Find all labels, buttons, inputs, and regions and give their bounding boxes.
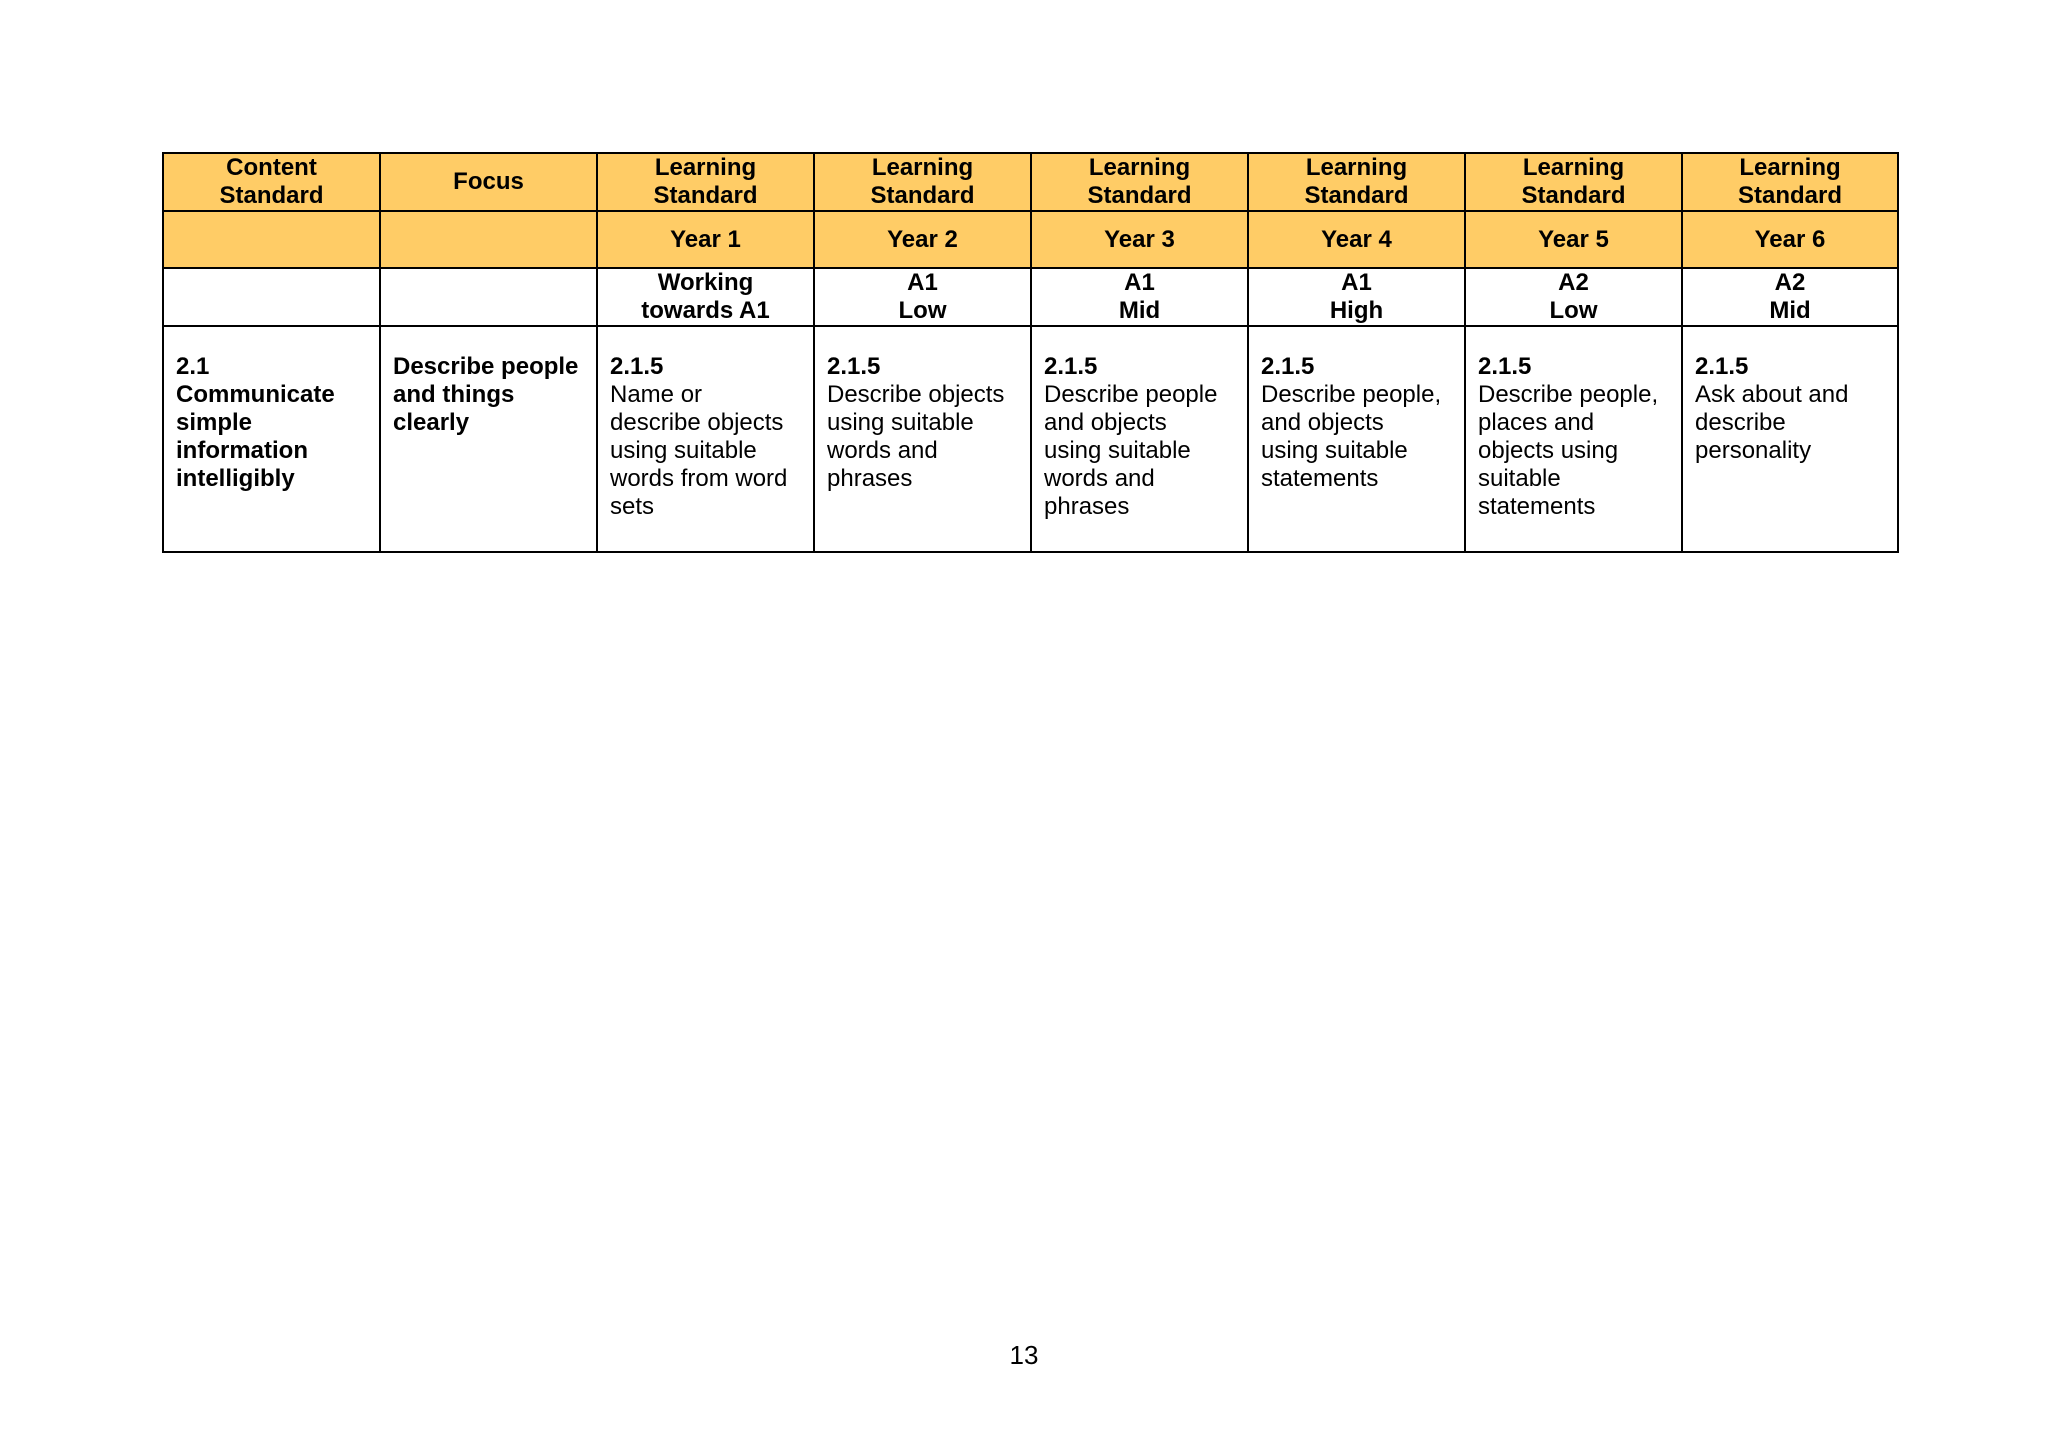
standard-text: Describe objects using suitable words and phrases — [827, 381, 1005, 492]
standard-code: 2.1.5 — [610, 353, 664, 380]
focus-cell: Describe people and things clearly — [380, 326, 597, 552]
header-focus: Focus — [380, 153, 597, 211]
page-number: 13 — [1009, 1340, 1039, 1370]
standard-cell-year-5 — [1465, 326, 1682, 552]
header-row-learning-standard — [163, 153, 1898, 211]
level-year-5: A2 Low — [1465, 268, 1682, 326]
standard-text: Ask about and describe personality — [1695, 381, 1849, 464]
header-learning-standard-6: Learning Standard — [1682, 153, 1898, 211]
header-learning-standard-1: Learning Standard — [597, 153, 814, 211]
header-year-blank-2 — [380, 211, 597, 268]
header-row-year — [163, 211, 1898, 268]
standard-code: 2.1.5 — [1695, 353, 1749, 380]
level-year-4: A1 High — [1248, 268, 1465, 326]
header-content-standard: Content Standard — [163, 153, 380, 211]
content-standard-cell: 2.1 Communicate simple information intelligibly — [163, 326, 380, 552]
standard-cell-year-6 — [1682, 326, 1898, 552]
header-learning-standard-5: Learning Standard — [1465, 153, 1682, 211]
level-blank-2 — [380, 268, 597, 326]
header-year-5: Year 5 — [1465, 211, 1682, 268]
level-year-1: Working towards A1 — [597, 268, 814, 326]
standard-cell-year-4 — [1248, 326, 1465, 552]
standard-text: Describe people, places and objects using suitable statements — [1478, 381, 1659, 520]
header-learning-standard-2: Learning Standard — [814, 153, 1031, 211]
learning-standards-table — [162, 152, 1899, 553]
standard-text: Name or describe objects using suitable words from word sets — [610, 381, 788, 520]
header-learning-standard-4: Learning Standard — [1248, 153, 1465, 211]
header-year-1: Year 1 — [597, 211, 814, 268]
standard-code: 2.1.5 — [1478, 353, 1532, 380]
standard-text: Describe people, and objects using suitable statements — [1261, 381, 1442, 492]
standard-row — [163, 326, 1898, 552]
header-year-2: Year 2 — [814, 211, 1031, 268]
level-year-2: A1 Low — [814, 268, 1031, 326]
level-blank-1 — [163, 268, 380, 326]
standard-cell-year-1 — [597, 326, 814, 552]
level-year-3: A1 Mid — [1031, 268, 1248, 326]
header-year-6: Year 6 — [1682, 211, 1898, 268]
standard-code: 2.1.5 — [827, 353, 881, 380]
header-year-blank-1 — [163, 211, 380, 268]
standard-code: 2.1.5 — [1261, 353, 1315, 380]
standard-cell-year-2 — [814, 326, 1031, 552]
standard-cell-year-3 — [1031, 326, 1248, 552]
standard-code: 2.1.5 — [1044, 353, 1098, 380]
header-year-4: Year 4 — [1248, 211, 1465, 268]
header-year-3: Year 3 — [1031, 211, 1248, 268]
cefr-level-row — [163, 268, 1898, 326]
standard-text: Describe people and objects using suitable words and phrases — [1044, 381, 1218, 520]
header-learning-standard-3: Learning Standard — [1031, 153, 1248, 211]
level-year-6: A2 Mid — [1682, 268, 1898, 326]
